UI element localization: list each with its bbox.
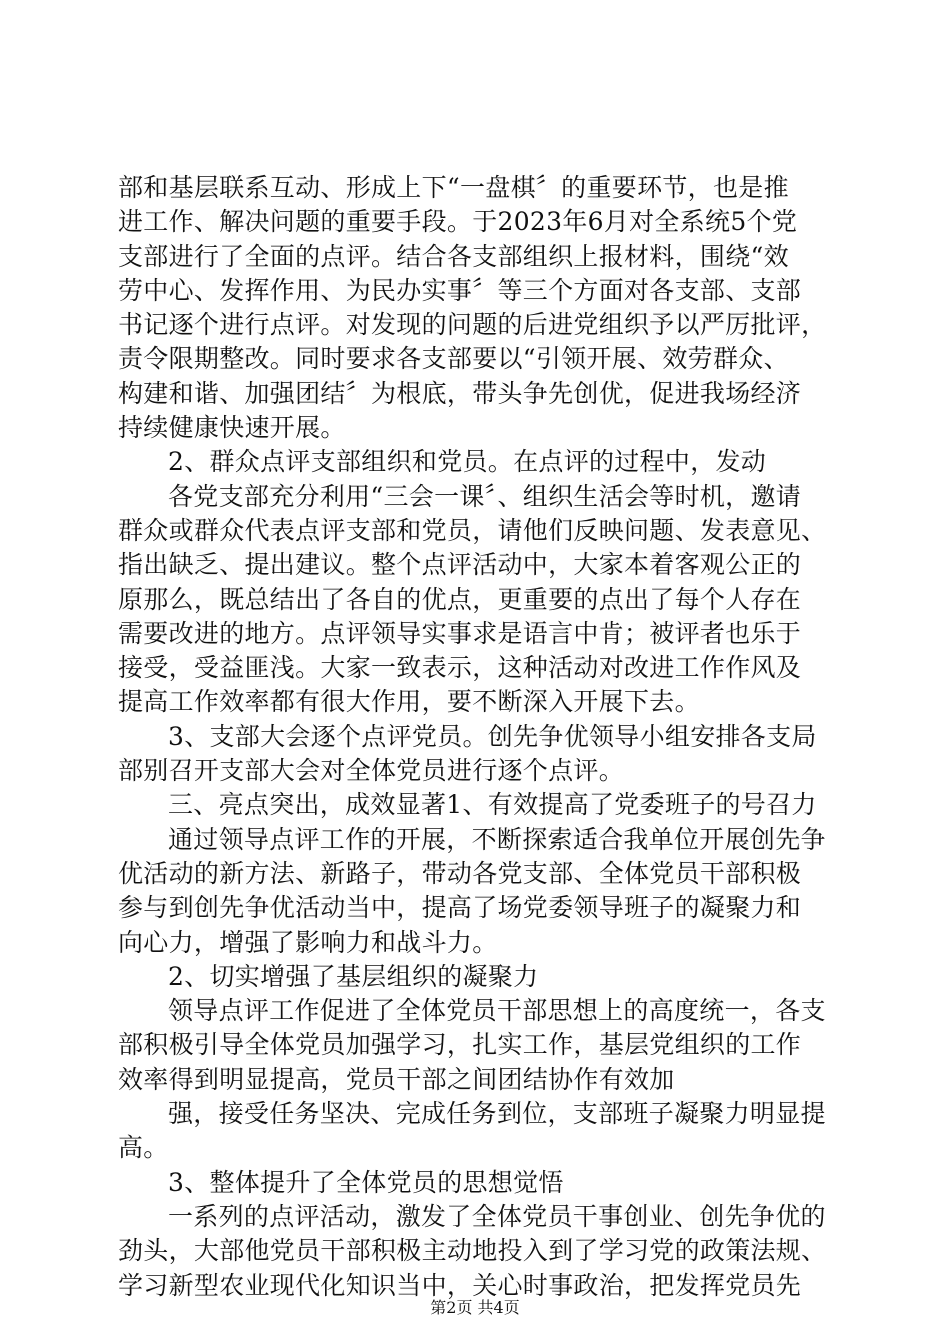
text-line: 劲头，大部他党员干部积极主动地投入到了学习党的政策法规、 bbox=[118, 1236, 827, 1266]
text-line: 向心力，增强了影响力和战斗力。 bbox=[118, 927, 498, 957]
text-line: 构建和谐、加强团结〞为根底，带头争先创优，促进我场经济 bbox=[118, 378, 802, 408]
text-line: 领导点评工作促进了全体党员干部思想上的高度统一，各支 bbox=[168, 996, 826, 1026]
text-line: 通过领导点评工作的开展，不断探索适合我单位开展创先争 bbox=[168, 824, 826, 854]
text-line: 提高工作效率都有很大作用，要不断深入开展下去。 bbox=[118, 687, 700, 717]
text-line: 部积极引导全体党员加强学习，扎实工作，基层党组织的工作 bbox=[118, 1030, 802, 1060]
text-line: 原那么，既总结出了各自的优点，更重要的点出了每个人存在 bbox=[118, 584, 802, 614]
text-line: 责令限期整改。同时要求各支部要以“引领开展、效劳群众、 bbox=[118, 344, 789, 374]
text-line: 高。 bbox=[118, 1133, 169, 1163]
text-line: 2、群众点评支部组织和党员。在点评的过程中，发动 bbox=[168, 447, 767, 477]
page-number-footer: 第2页 共4页 bbox=[430, 1298, 520, 1317]
text-line: 支部进行了全面的点评。结合各支部组织上报材料，围绕“效 bbox=[118, 241, 789, 271]
text-line: 群众或群众代表点评支部和党员，请他们反映问题、发表意见、 bbox=[118, 515, 827, 545]
text-line: 书记逐个进行点评。对发现的问题的后进党组织予以严厉批评， bbox=[118, 310, 827, 340]
text-line: 三、亮点突出，成效显著1、有效提高了党委班子的号召力 bbox=[168, 790, 817, 820]
text-line: 优活动的新方法、新路子，带动各党支部、全体党员干部积极 bbox=[118, 858, 802, 888]
text-line: 接受，受益匪浅。大家一致表示，这种活动对改进工作作风及 bbox=[118, 653, 802, 683]
text-line: 学习新型农业现代化知识当中，关心时事政治，把发挥党员先 bbox=[118, 1270, 802, 1300]
text-line: 部别召开支部大会对全体党员进行逐个点评。 bbox=[118, 756, 625, 786]
text-line: 参与到创先争优活动当中，提高了场党委领导班子的凝聚力和 bbox=[118, 893, 802, 923]
text-line: 效率得到明显提高，党员干部之间团结协作有效加 bbox=[118, 1064, 675, 1094]
text-line: 一系列的点评活动，激发了全体党员干事创业、创先争优的 bbox=[168, 1201, 826, 1231]
text-line: 部和基层联系互动、形成上下“一盘棋〞的重要环节，也是推 bbox=[118, 173, 789, 202]
text-line: 持续健康快速开展。 bbox=[118, 413, 346, 443]
text-line: 劳中心、发挥作用、为民办实事〞等三个方面对各支部、支部 bbox=[118, 275, 802, 305]
document-body bbox=[118, 171, 838, 1303]
text-line: 强，接受任务坚决、完成任务到位，支部班子凝聚力明显提 bbox=[168, 1099, 826, 1129]
text-line: 3、整体提升了全体党员的思想觉悟 bbox=[168, 1167, 564, 1197]
text-line: 3、支部大会逐个点评党员。创先争优领导小组安排各支局 bbox=[168, 721, 817, 751]
text-line: 需要改进的地方。点评领导实事求是语言中肯；被评者也乐于 bbox=[118, 618, 802, 648]
text-line: 进工作、解决问题的重要手段。于2023年6月对全系统5个党 bbox=[118, 207, 798, 237]
text-line: 各党支部充分利用“三会一课〞、组织生活会等时机，邀请 bbox=[168, 481, 802, 511]
text-line: 指出缺乏、提出建议。整个点评活动中，大家本着客观公正的 bbox=[118, 550, 802, 580]
text-line: 2、切实增强了基层组织的凝聚力 bbox=[168, 961, 539, 991]
